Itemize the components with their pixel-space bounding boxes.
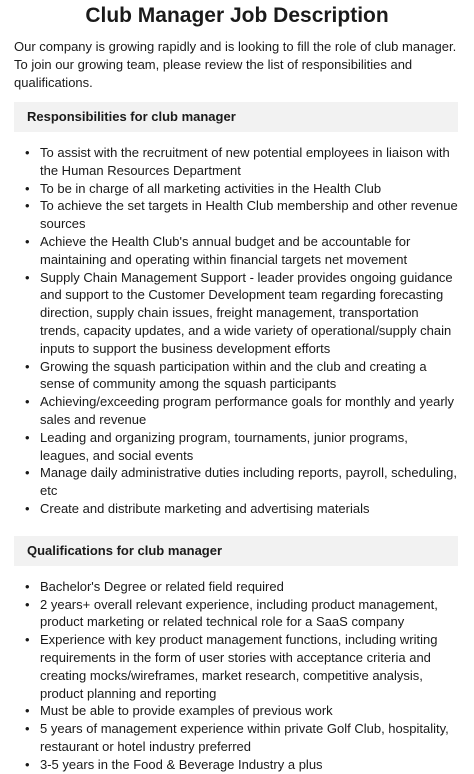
bullet-icon: • [25,180,30,196]
responsibilities-list [14,144,460,518]
list-item [25,144,460,180]
bullet-icon: • [25,756,30,772]
list-item-text: 5 years of management experience within private Golf Club, hospitality, restaurant or hotel industry preferred [40,721,449,754]
bullet-icon: • [25,233,30,249]
list-item [25,464,460,500]
list-item-text: Leading and organizing program, tournaments, junior programs, leagues, and social events [40,429,408,463]
bullet-icon: • [25,145,30,160]
list-item-text: 3-5 years in the Food & Beverage Industry a plus [40,756,323,772]
list-item-text: Supply Chain Management Support - leader provides ongoing guidance and support to the Customer Development team regarding forecasting direction, supply chain issues, freight management, transportation trends, capacity updates, and a wide variety of operational/supply chain inputs to support the business development efforts [40,269,453,356]
bullet-icon: • [25,465,30,481]
bullet-icon: • [25,198,30,214]
list-item [25,500,460,518]
bullet-icon: • [25,596,30,612]
list-item [25,393,460,429]
bullet-icon: • [25,394,30,410]
list-item-text: Achieving/exceeding program performance goals for monthly and yearly sales and revenue [40,394,455,427]
bullet-icon: • [25,269,30,285]
page-title: Club Manager Job Description [85,4,389,27]
list-item [25,631,460,702]
list-item [25,596,460,632]
list-item-text: 2 years+ overall relevant experience, including product management, product marketing or related technical role for a SaaS company [40,596,438,630]
list-item [25,197,460,233]
list-item [25,180,460,198]
list-item-text: Manage daily administrative duties including reports, payroll, scheduling, etc [40,465,457,499]
list-item [25,720,460,756]
list-item [25,702,460,720]
bullet-icon: • [25,500,30,516]
list-item-text: Bachelor's Degree or related field required [40,578,284,594]
list-item [25,756,460,774]
list-item-text: To be in charge of all marketing activities in the Health Club [40,180,382,196]
list-item-text: Must be able to provide examples of previous work [40,703,333,719]
bullet-icon: • [25,429,30,445]
qualifications-heading: Qualifications for club manager [14,536,458,566]
bullet-icon: • [25,358,30,374]
intro-paragraph: Our company is growing rapidly and is looking to fill the role of club manager. To join our growing team, please review the list of responsibilities and qualifications. [14,39,457,90]
list-item-text: To achieve the set targets in Health Club membership and other revenue sources [40,198,458,232]
section-spacer [0,518,474,526]
responsibilities-heading: Responsibilities for club manager [14,102,458,132]
list-item [25,358,460,394]
qualifications-list [14,578,460,774]
bullet-icon: • [25,721,30,737]
list-item-text: Experience with key product management functions, including writing requirements in the form of user stories with acceptance criteria and creating mocks/wireframes, market research, competitive analysis, product planning and reporting [40,632,438,701]
list-item [25,429,460,465]
list-item-text: Achieve the Health Club's annual budget and be accountable for maintaining and operating within financial targets net movement [40,233,411,267]
list-item [25,233,460,269]
list-item-text: To assist with the recruitment of new potential employees in liaison with the Human Resources Department [40,145,450,178]
bullet-icon: • [25,632,30,648]
bullet-icon: • [25,578,30,594]
bullet-icon: • [25,703,30,719]
list-item-text: Create and distribute marketing and advertising materials [40,500,370,516]
list-item [25,269,460,358]
list-item [25,578,460,596]
list-item-text: Growing the squash participation within and the club and creating a sense of community among the squash participants [40,358,427,392]
